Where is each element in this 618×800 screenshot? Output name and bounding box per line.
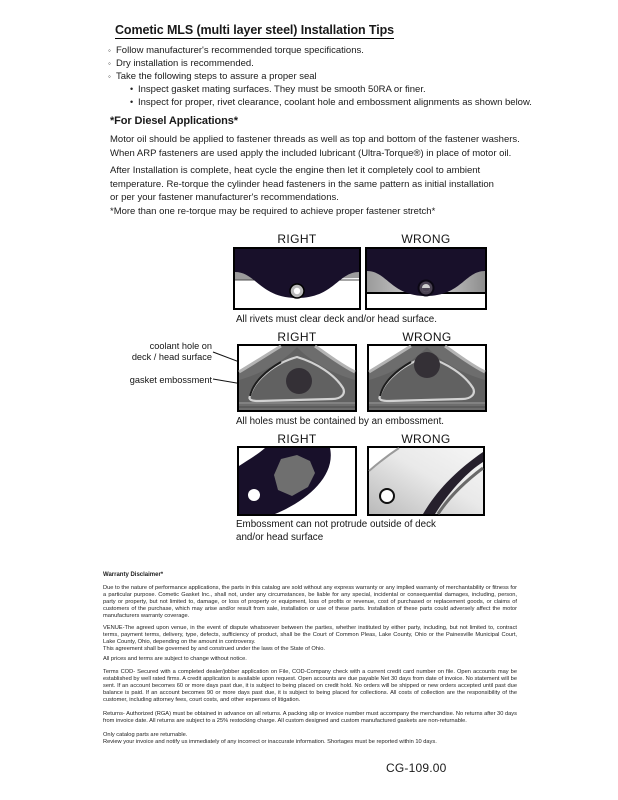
page-title: Cometic MLS (multi layer steel) Installation Tips <box>115 23 394 37</box>
tip-text: Take the following steps to assure a proper seal <box>116 71 317 82</box>
list-item <box>108 57 532 70</box>
warranty-paragraph: Due to the nature of performance applications, the parts in this catalog are sold without any express warranty or any implied warranty of merchantability or fitness for a particular purpose. Cometic Gasket Inc., shall not, under any circumstances, be liable for any special, incidental or consequential damages, including, person, party or property, but not limited to, damage, or loss of property or equipment, loss of profits or revenue, cost of purchased or replacement goods, or claims of customers of the purchase, which may arise and/or result from sale, installation or use of these parts. Installation of these parts could adversely affect the motor manufacturers warranty coverage. <box>103 585 517 619</box>
dot-bullet-icon: • <box>130 97 134 107</box>
rivet-caption: All rivets must clear deck and/or head surface. <box>236 314 437 325</box>
tip-text: Follow manufacturer's recommended torque specifications. <box>116 45 364 56</box>
right-label: RIGHT <box>277 232 317 246</box>
paragraph-line: or per your fastener manufacturer's recommendations. <box>110 192 339 203</box>
diagram-protrusion-right <box>237 446 357 516</box>
dot-bullet-icon: • <box>130 84 134 94</box>
retorque-note: *More than one re-torque may be required to achieve proper fastener stretch* <box>110 206 436 217</box>
paragraph-line: Motor oil should be applied to fastener threads as well as top and bottom of the fastener washers. <box>110 134 520 145</box>
diagram-embossment-right <box>237 344 357 412</box>
tip-text: Dry installation is recommended. <box>116 58 254 69</box>
circle-bullet-icon: ◦ <box>108 46 111 55</box>
circle-bullet-icon: ◦ <box>108 59 111 68</box>
wrong-label: WRONG <box>402 330 452 344</box>
diesel-paragraph-retorque <box>110 164 494 205</box>
list-item <box>108 44 532 57</box>
paragraph-line: After Installation is complete, heat cycle the engine then let it completely cool to ambient <box>110 165 481 176</box>
diagram-rivet-right <box>233 247 361 310</box>
coolant-hole-label: coolant hole on deck / head surface <box>131 341 212 362</box>
document-number: CG-109.00 <box>386 761 447 775</box>
diagram-embossment-wrong <box>367 344 487 412</box>
tip-text: Inspect gasket mating surfaces. They must be smooth 50RA or finer. <box>138 84 426 95</box>
terms-paragraph: Terms COD- Secured with a completed dealer/jobber application on File, COD-Company check with a current credit card number on file. Open accounts may be established by well rated firms. A credit application is available upon request. Open accounts are due payable Net 30 days from date of invoice. No statement will be sent. If an account becomes 60 or more days past due, it is subject to being placed on credit hold. No orders will be shipped or new orders accepted until past due balance is paid. If an account becomes 90 or more days past due, it is subject to being placed for collections. All costs of collection are the responsibility of the customer, including attorney fees, court costs, and other expenses of litigation. <box>103 669 517 703</box>
protrusion-caption: Embossment can not protrude outside of deck and/or head surface <box>236 519 436 543</box>
bolt-hole <box>380 489 394 503</box>
prices-paragraph: All prices and terms are subject to change without notice. <box>103 656 247 662</box>
bolt-hole <box>248 489 260 501</box>
right-label: RIGHT <box>277 432 317 446</box>
returns-paragraph: Returns- Authorized (RGA) must be obtained in advance on all returns. A packing slip or invoice number must accompany the merchandise. No returns after 30 days from invoice date. All returns are subject to a 25% restocking charge. All custom designed and custom manufactured gaskets are non-returnable. <box>103 711 517 724</box>
diagram-protrusion-wrong <box>367 446 485 516</box>
paragraph-line: When ARP fasteners are used apply the included lubricant (Ultra-Torque®) in place of motor oil. <box>110 147 512 159</box>
circle-bullet-icon: ◦ <box>108 72 111 81</box>
diesel-paragraph-oil <box>110 133 520 160</box>
returnable-paragraph: Only catalog parts are returnable. Review your invoice and notify us immediately of any incorrect or inaccurate information. Shortages must be reported within 10 days. <box>103 732 437 745</box>
coolant-hole <box>286 368 312 394</box>
right-label: RIGHT <box>277 330 317 344</box>
list-item <box>108 70 532 83</box>
diesel-applications-heading: *For Diesel Applications* <box>110 115 238 127</box>
warranty-disclaimer-heading: Warranty Disclaimer* <box>103 572 164 578</box>
coolant-hole <box>414 352 440 378</box>
tips-list <box>108 44 532 109</box>
embossment-caption: All holes must be contained by an embossment. <box>236 416 445 427</box>
list-item <box>130 96 532 109</box>
tip-text: Inspect for proper, rivet clearance, coolant hole and embossment alignments as shown below. <box>138 97 532 108</box>
gasket-embossment-label: gasket embossment <box>129 375 212 385</box>
wrong-label: WRONG <box>401 432 451 446</box>
diagram-rivet-wrong <box>365 247 487 310</box>
list-item <box>130 83 532 96</box>
venue-paragraph: VENUE-The agreed upon venue, in the event of dispute whatsoever between the parties, whether instituted by either party, including, but not limited to, contract terms, payment terms, delivery, type, defects, sufficiency of product, shall be the Court of Common Pleas, Lake County, Ohio or the Painesville Municipal Court, Lake County, Ohio, depending on the amount in controversy. This agreement shall be governed by and construed under the laws of the State of Ohio. <box>103 625 517 652</box>
paragraph-line: temperature. Re-torque the cylinder head fasteners in the same pattern as initial installation <box>110 178 494 190</box>
wrong-label: WRONG <box>401 232 451 246</box>
diagram-section <box>0 228 618 548</box>
